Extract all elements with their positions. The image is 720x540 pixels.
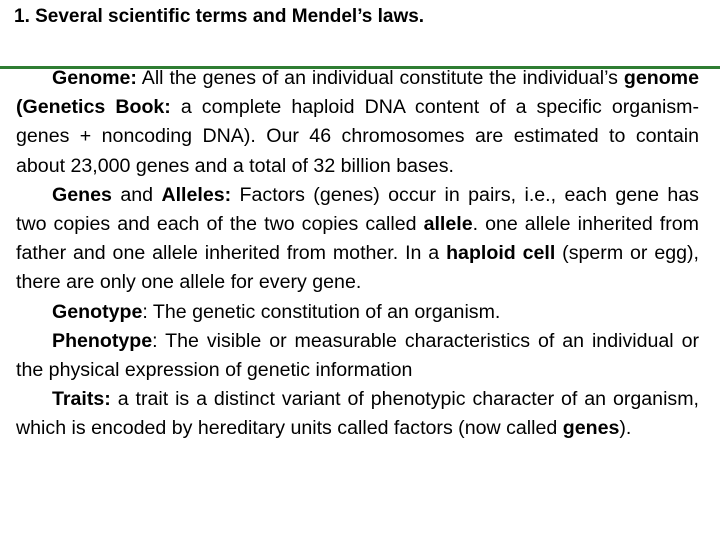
alleles-text-2: Factors (genes) occur in pairs, i.e., each gene has two copies and each of the two copies called bbox=[16, 183, 699, 236]
allele-bold: allele bbox=[423, 213, 473, 236]
genome-term: Genome: bbox=[52, 67, 137, 89]
slide-title: 1. Several scientific terms and Mendel’s laws. bbox=[14, 6, 425, 27]
haploid-cell-bold: haploid cell bbox=[446, 242, 556, 265]
genes-bold: genes bbox=[562, 417, 620, 440]
phenotype-text: : The visible or measurable characteristics of an individual or the physical expression of genetic information bbox=[16, 329, 699, 382]
genome-text-1: All the genes of an individual constitute the individual’s bbox=[136, 67, 624, 89]
genome-paragraph bbox=[16, 64, 699, 181]
traits-text-2: ). bbox=[619, 417, 632, 440]
traits-paragraph bbox=[16, 385, 699, 443]
slide-body bbox=[16, 64, 699, 444]
alleles-text-1: and bbox=[111, 183, 162, 206]
genotype-term: Genotype bbox=[52, 300, 143, 323]
genes-term: Genes bbox=[52, 183, 112, 206]
genotype-text: : The genetic constitution of an organism. bbox=[142, 300, 501, 323]
phenotype-term: Phenotype bbox=[52, 329, 153, 352]
phenotype-paragraph bbox=[16, 327, 699, 385]
alleles-text-4: (sperm or egg), there are only one allele for every gene. bbox=[16, 242, 699, 294]
alleles-text-3: . one allele inherited from father and one allele inherited from mother. In a bbox=[16, 213, 699, 265]
genotype-paragraph bbox=[16, 298, 699, 327]
alleles-term: Alleles: bbox=[161, 183, 232, 206]
traits-term: Traits: bbox=[52, 388, 111, 411]
genome-bold-1: genome (Genetics Book: bbox=[16, 67, 699, 119]
genome-text-2: a complete haploid DNA content of a specific organism- genes + noncoding DNA). Our 46 chromosomes are estimated to contain about 23,000 genes and a total of 32 billion bases. bbox=[16, 96, 699, 177]
traits-text-1: a trait is a distinct variant of phenotypic character of an organism, which is encoded by hereditary units called factors (now called bbox=[16, 388, 699, 440]
alleles-paragraph bbox=[16, 181, 699, 298]
